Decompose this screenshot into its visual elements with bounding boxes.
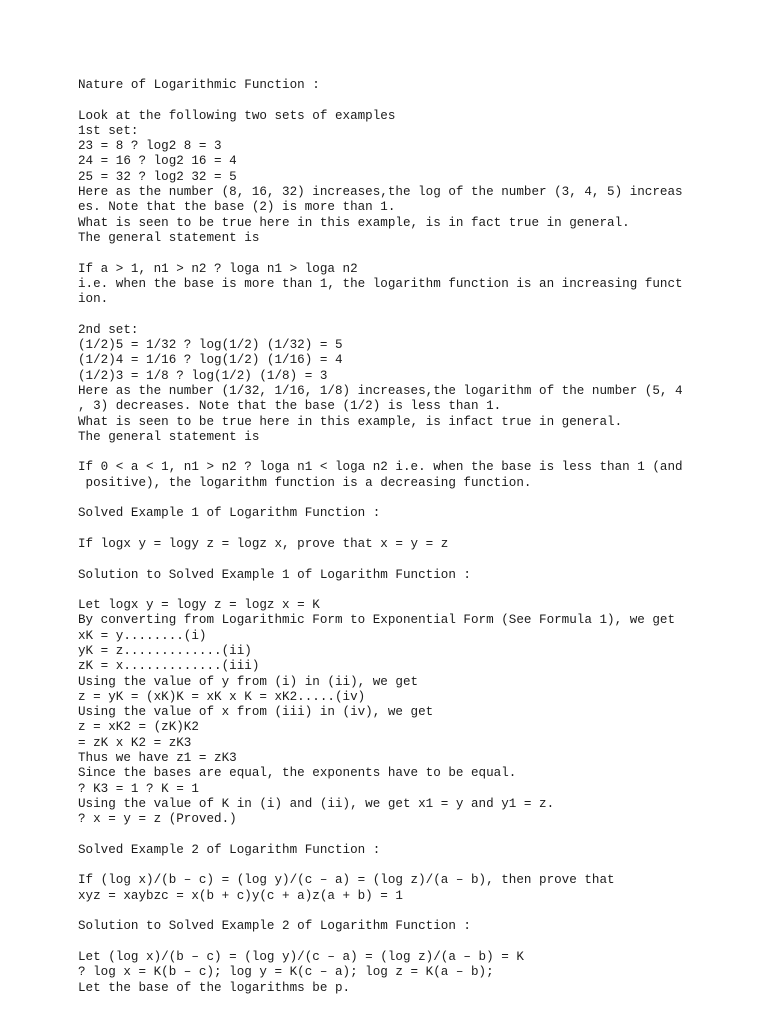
text-line: If 0 < a < 1, n1 > n2 ? loga n1 < loga n2 i.e. when the base is less than 1 (and [78,460,683,475]
text-line [78,583,758,598]
text-line: ? x = y = z (Proved.) [78,812,237,827]
text-line [78,307,758,322]
text-line: positive), the logarithm function is a decreasing function. [78,475,532,490]
text-line [78,552,758,567]
text-line [78,93,758,108]
text-line: 25 = 32 ? log2 32 = 5 [78,169,237,184]
text-line: 1st set: [78,123,139,138]
document-page [78,78,758,996]
text-line [78,828,758,843]
text-line: Let logx y = logy z = logz x = K [78,598,320,613]
text-line: = zK x K2 = zK3 [78,735,192,750]
text-line: Here as the number (8, 16, 32) increases,the log of the number (3, 4, 5) increas [78,185,683,200]
text-line: The general statement is [78,429,260,444]
text-line: es. Note that the base (2) is more than 1. [78,200,396,215]
text-line: If a > 1, n1 > n2 ? loga n1 > loga n2 [78,261,358,276]
text-line: 24 = 16 ? log2 16 = 4 [78,154,237,169]
text-line: Using the value of y from (i) in (ii), we get [78,674,419,689]
text-line: ? K3 = 1 ? K = 1 [78,781,199,796]
text-line: zK = x.............(iii) [78,659,260,674]
text-line: xK = y........(i) [78,628,207,643]
text-line: Thus we have z1 = zK3 [78,751,237,766]
text-line: Look at the following two sets of examples [78,108,396,123]
text-line: If logx y = logy z = logz x, prove that x = y = z [78,536,449,551]
text-line: xyz = xaybzc = x(b + c)y(c + a)z(a + b) = 1 [78,888,403,903]
text-line: Solution to Solved Example 1 of Logarithm Function : [78,567,471,582]
text-line [78,858,758,873]
text-line: What is seen to be true here in this example, is in fact true in general. [78,215,630,230]
text-line: Solved Example 1 of Logarithm Function : [78,506,381,521]
text-line: (1/2)4 = 1/16 ? log(1/2) (1/16) = 4 [78,353,343,368]
text-line: (1/2)3 = 1/8 ? log(1/2) (1/8) = 3 [78,368,328,383]
text-line: Let (log x)/(b – c) = (log y)/(c – a) = (log z)/(a – b) = K [78,949,524,964]
text-line [78,522,758,537]
text-line: What is seen to be true here in this example, is infact true in general. [78,414,623,429]
text-line: z = xK2 = (zK)K2 [78,720,199,735]
text-line [78,445,758,460]
text-line: Since the bases are equal, the exponents have to be equal. [78,766,517,781]
text-line: , 3) decreases. Note that the base (1/2) is less than 1. [78,399,502,414]
text-line: If (log x)/(b – c) = (log y)/(c – a) = (log z)/(a – b), then prove that [78,873,615,888]
text-line: The general statement is [78,230,260,245]
text-line: Solved Example 2 of Logarithm Function : [78,842,381,857]
text-line: ion. [78,292,109,307]
text-line: yK = z.............(ii) [78,643,252,658]
text-line: 23 = 8 ? log2 8 = 3 [78,139,222,154]
text-line: (1/2)5 = 1/32 ? log(1/2) (1/32) = 5 [78,338,343,353]
text-line: Using the value of K in (i) and (ii), we get x1 = y and y1 = z. [78,796,555,811]
text-line: Using the value of x from (iii) in (iv), we get [78,705,434,720]
text-line [78,246,758,261]
text-line: i.e. when the base is more than 1, the logarithm function is an increasing funct [78,276,683,291]
text-line: By converting from Logarithmic Form to Exponential Form (See Formula 1), we get [78,613,676,628]
text-line: z = yK = (xK)K = xK x K = xK2.....(iv) [78,689,366,704]
text-line [78,935,758,950]
text-line [78,491,758,506]
text-line: Let the base of the logarithms be p. [78,980,351,995]
text-line: 2nd set: [78,322,139,337]
text-line: ? log x = K(b – c); log y = K(c – a); log z = K(a – b); [78,965,494,980]
text-line: Nature of Logarithmic Function : [78,78,320,92]
text-line: Solution to Solved Example 2 of Logarithm Function : [78,919,471,934]
text-line [78,904,758,919]
text-line: Here as the number (1/32, 1/16, 1/8) increases,the logarithm of the number (5, 4 [78,383,683,398]
